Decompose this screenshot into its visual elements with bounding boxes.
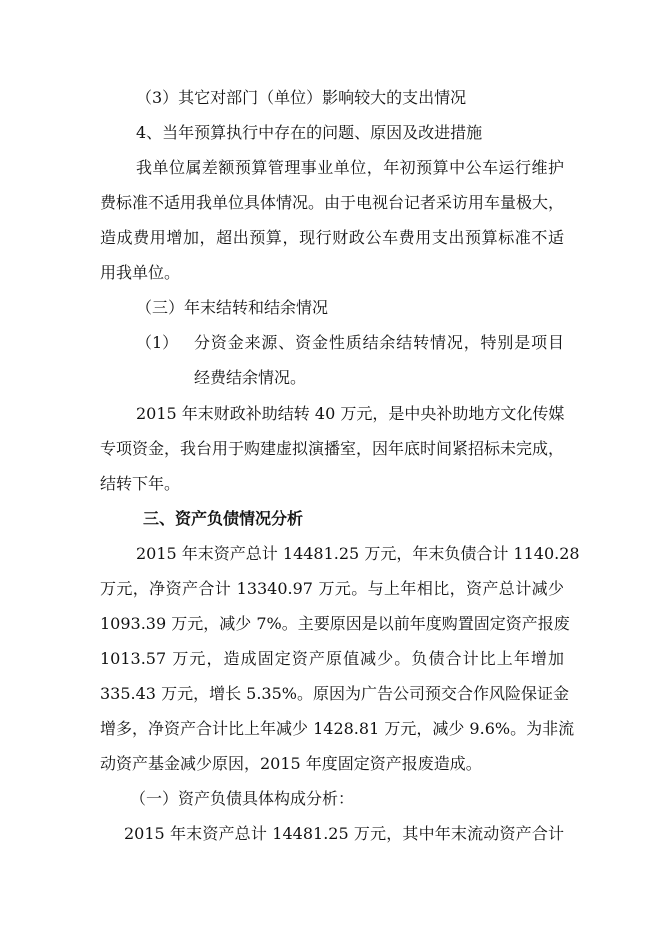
section-heading-assets-liabilities: 三、资产负债情况分析 [143, 509, 304, 528]
paragraph-line: 2015 年末资产总计 14481.25 万元，其中年末流动资产合计 [124, 824, 564, 843]
subheading-composition: （一）资产负债具体构成分析： [130, 789, 355, 808]
subheading-other-expenditure: （3）其它对部门（单位）影响较大的支出情况 [136, 88, 467, 107]
paragraph-line: 造成费用增加，超出预算，现行财政公车费用支出预算标准不适 [100, 228, 564, 247]
subheading-budget-problems: 4、当年预算执行中存在的问题、原因及改进措施 [136, 123, 483, 142]
paragraph-line: 增多，净资产合计比上年减少 1428.81 万元，减少 9.6%。为非流 [100, 719, 575, 738]
paragraph-line: 2015 年末财政补助结转 40 万元，是中央补助地方文化传媒 [136, 404, 565, 423]
subheading-carryover: （三）年末结转和结余情况 [136, 298, 329, 317]
paragraph-line: 专项资金，我台用于购建虚拟演播室，因年底时间紧招标未完成， [100, 439, 565, 458]
list-item-text: 经费结余情况。 [194, 368, 307, 387]
list-marker: （1） [136, 333, 179, 352]
paragraph-line: 2015 年末资产总计 14481.25 万元，年末负债合计 1140.28 [136, 544, 580, 563]
paragraph-line: 1013.57 万元，造成固定资产原值减少。负债合计比上年增加 [100, 649, 564, 668]
paragraph-line: 结转下年。 [100, 474, 181, 493]
paragraph-line: 用我单位。 [100, 263, 181, 282]
paragraph-line: 335.43 万元，增长 5.35%。原因为广告公司预交合作风险保证金 [100, 684, 569, 703]
paragraph-line: 我单位属差额预算管理事业单位，年初预算中公车运行维护 [136, 158, 564, 177]
paragraph-line: 费标准不适用我单位具体情况。由于电视台记者采访用车量极大， [100, 193, 565, 212]
paragraph-line: 1093.39 万元，减少 7%。主要原因是以前年度购置固定资产报废 [100, 614, 570, 633]
paragraph-line: 动资产基金减少原因，2015 年度固定资产报废造成。 [100, 754, 482, 773]
paragraph-line: 万元，净资产合计 13340.97 万元。与上年相比，资产总计减少 [100, 579, 564, 598]
list-item-text: 分资金来源、资金性质结余结转情况，特别是项目 [194, 333, 564, 352]
